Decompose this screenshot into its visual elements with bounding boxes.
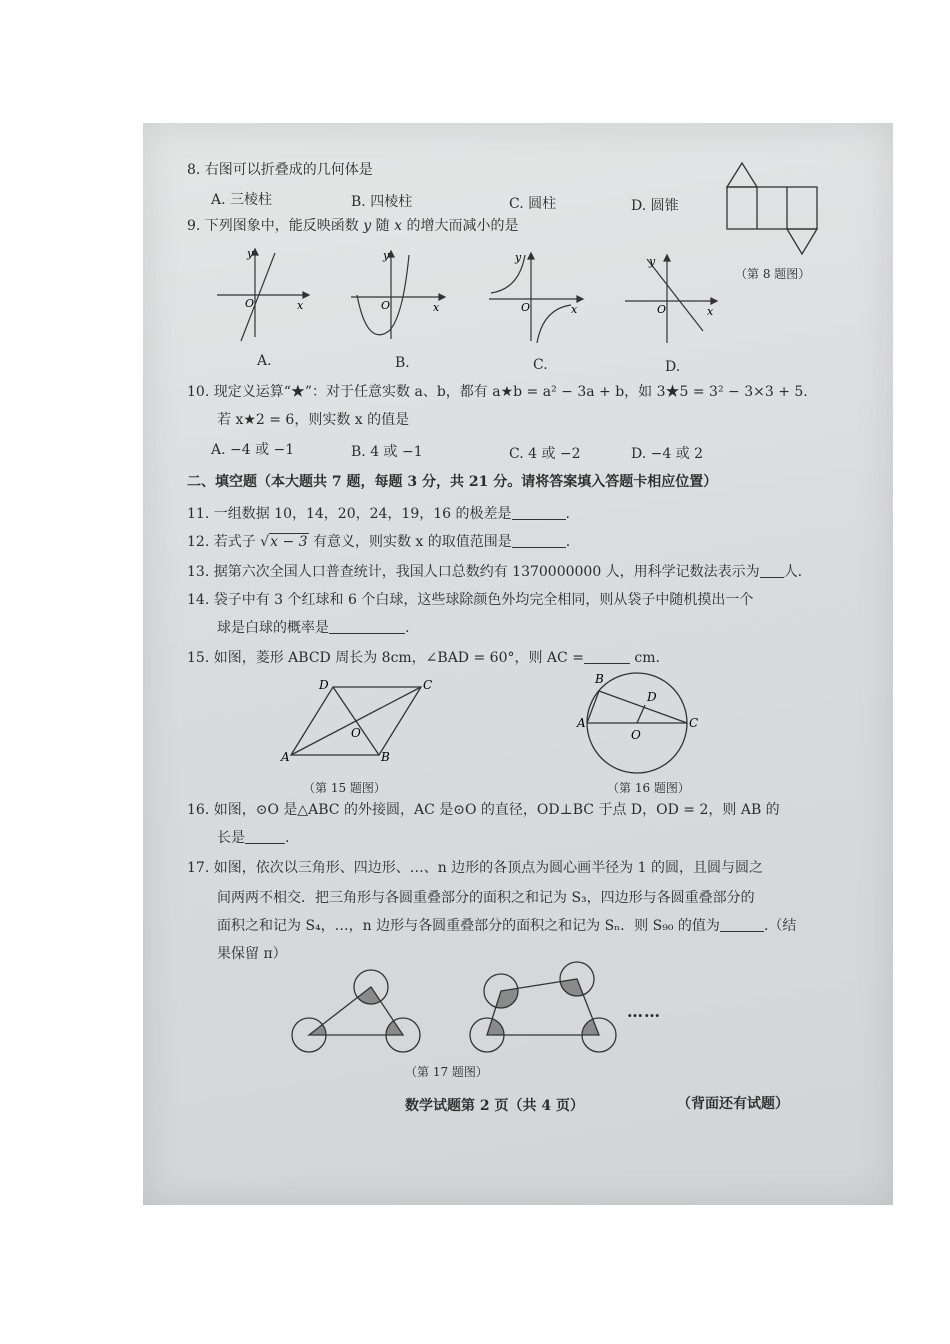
q16-answer-blank[interactable] xyxy=(245,829,285,844)
q16-line1: 16. 如图，⊙O 是△ABC 的外接圆，AC 是⊙O 的直径，OD⊥BC 于点 D，OD = 2，则 AB 的 xyxy=(187,802,780,818)
q17-line4: 果保留 π） xyxy=(217,946,287,962)
q15-line: 15. 如图，菱形 ABCD 周长为 8cm，∠BAD = 60°，则 AC = cm. xyxy=(187,650,660,666)
q9-stem: 9. 下列图象中，能反映函数 y 随 x 的增大而减小的是 xyxy=(187,218,519,234)
section2-title: 二、填空题（本大题共 7 题，每题 3 分，共 21 分。请将答案填入答题卡相应位置） xyxy=(187,474,718,490)
q17-polygon-figure xyxy=(279,959,629,1059)
q16-line2: 长是 . xyxy=(217,830,290,846)
q9a-axis-x: x xyxy=(297,299,304,312)
q16-point-c: C xyxy=(689,716,699,730)
q17-line1: 17. 如图，依次以三角形、四边形、…、n 边形的各顶点为圆心画半径为 1 的圆，且圆与圆之 xyxy=(187,860,763,876)
q9d-origin: O xyxy=(657,303,667,316)
q11-answer-blank[interactable] xyxy=(512,505,566,520)
q9-label-d: D. xyxy=(665,359,681,375)
q9-label-b: B. xyxy=(395,355,410,371)
q12-answer-blank[interactable] xyxy=(512,533,566,548)
q9-label-c: C. xyxy=(533,357,548,373)
q10-option-a: A. −4 或 −1 xyxy=(211,442,295,458)
q15-point-c: C xyxy=(423,678,433,692)
q8-stem: 8. 右图可以折叠成的几何体是 xyxy=(187,162,373,178)
q15-point-b: B xyxy=(381,750,390,764)
exam-paper xyxy=(143,123,893,1205)
q15-caption: （第 15 题图） xyxy=(303,781,386,795)
q16-point-b: B xyxy=(595,672,604,686)
q12-line: 12. 若式子 √x − 3 有意义，则实数 x 的取值范围是 . xyxy=(187,534,571,550)
q15-answer-blank[interactable] xyxy=(584,649,630,664)
q14-line1: 14. 袋子中有 3 个红球和 6 个白球，这些球除颜色外均完全相同，则从袋子中随机摸出一个 xyxy=(187,592,754,608)
q16-caption: （第 16 题图） xyxy=(607,781,690,795)
q17-caption: （第 17 题图） xyxy=(405,1065,488,1079)
q8-option-d: D. 圆锥 xyxy=(631,198,679,214)
q9c-axis-x: x xyxy=(571,303,578,316)
q9-graph-d xyxy=(621,251,721,351)
q17-ellipsis: …… xyxy=(627,1002,661,1021)
q13-line: 13. 据第六次全国人口普查统计，我国人口总数约有 1370000000 人，用科学记数法表示为 人. xyxy=(187,564,803,580)
q9b-axis-y: y xyxy=(383,249,390,262)
q9a-origin: O xyxy=(245,297,255,310)
q16-point-d: D xyxy=(647,690,657,704)
q10-line2: 若 x★2 = 6，则实数 x 的值是 xyxy=(217,412,410,428)
q10-option-d: D. −4 或 2 xyxy=(631,446,704,462)
q8-option-b: B. 四棱柱 xyxy=(351,194,413,210)
q9b-origin: O xyxy=(381,299,391,312)
q10-option-b: B. 4 或 −1 xyxy=(351,444,423,460)
q14-answer-blank[interactable] xyxy=(329,619,405,634)
q17-answer-blank[interactable] xyxy=(720,917,764,932)
q15-point-a: A xyxy=(281,750,290,764)
q12-sqrt: √x − 3 xyxy=(260,534,308,550)
q9d-axis-x: x xyxy=(707,305,714,318)
q16-circle-figure xyxy=(575,671,699,781)
q10-line1: 10. 现定义运算“★”：对于任意实数 a、b，都有 a★b = a² − 3a + b，如 3★5 = 3² − 3×3 + 5. xyxy=(187,384,808,400)
q8-option-a: A. 三棱柱 xyxy=(211,192,273,208)
q9b-axis-x: x xyxy=(433,301,440,314)
q9c-axis-y: y xyxy=(515,251,522,264)
q15-rhombus-figure xyxy=(279,675,443,765)
q8-net-figure xyxy=(723,161,823,261)
q9-graph-b xyxy=(347,247,447,347)
q16-point-a: A xyxy=(577,716,586,730)
q10-option-c: C. 4 或 −2 xyxy=(509,446,581,462)
footer-page-number: 数学试题第 2 页（共 4 页） xyxy=(405,1098,584,1114)
q9d-axis-y: y xyxy=(649,255,656,268)
q9a-axis-y: y xyxy=(247,247,254,260)
q9-graph-c xyxy=(485,249,585,349)
q9c-origin: O xyxy=(521,301,531,314)
q8-option-c: C. 圆柱 xyxy=(509,196,557,212)
q9-graph-a xyxy=(211,245,311,345)
q17-line3: 面积之和记为 S₄，…，n 边形与各圆重叠部分的面积之和记为 Sₙ．则 S₉₀ 的值为 .（结 xyxy=(217,918,797,934)
footer-note: （背面还有试题） xyxy=(677,1096,789,1112)
q15-point-o: O xyxy=(351,726,361,740)
q8-caption: （第 8 题图） xyxy=(735,267,811,281)
q16-point-o: O xyxy=(631,728,641,742)
q17-line2: 间两两不相交．把三角形与各圆重叠部分的面积之和记为 S₃，四边形与各圆重叠部分的 xyxy=(217,890,755,906)
q13-answer-blank[interactable] xyxy=(760,563,784,578)
q9-label-a: A. xyxy=(257,353,272,369)
q15-point-d: D xyxy=(319,678,329,692)
q11-line: 11. 一组数据 10，14，20，24，19，16 的极差是 . xyxy=(187,506,570,522)
q14-line2: 球是白球的概率是 . xyxy=(217,620,410,636)
